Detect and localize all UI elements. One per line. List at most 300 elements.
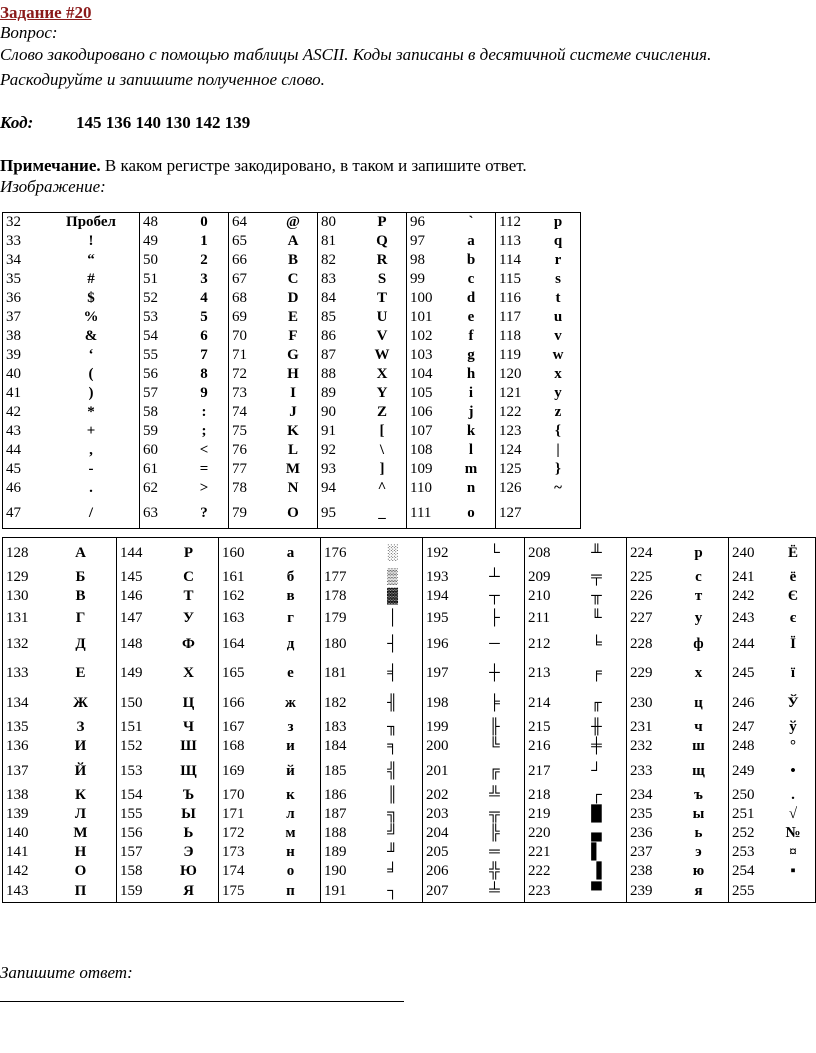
table-row <box>3 658 116 688</box>
char-cell: - <box>88 461 94 477</box>
char-cell: л <box>286 806 295 822</box>
table-row <box>525 805 626 824</box>
code-cell: 151 <box>120 719 143 735</box>
table-column <box>729 538 816 903</box>
table-row <box>117 587 218 606</box>
code-cell: 84 <box>321 290 336 306</box>
code-cell: 239 <box>630 883 653 899</box>
table-row <box>229 403 317 422</box>
code-cell: 85 <box>321 309 336 325</box>
table-row <box>140 289 228 308</box>
char-cell: Й <box>74 762 87 779</box>
code-cell: 247 <box>732 719 755 735</box>
ascii-table-lower <box>2 537 816 903</box>
table-row <box>3 630 116 658</box>
table-row <box>407 270 495 289</box>
code-cell: 61 <box>143 461 158 477</box>
code-cell: 115 <box>499 271 521 287</box>
char-cell: $ <box>87 290 95 306</box>
table-row <box>525 587 626 606</box>
char-cell: D <box>287 290 299 306</box>
table-row <box>525 881 626 902</box>
code-cell: 195 <box>426 609 449 626</box>
code-cell: 182 <box>324 694 347 711</box>
table-row <box>627 786 728 805</box>
table-row <box>407 289 495 308</box>
char-cell: ╙ <box>591 609 602 626</box>
table-row <box>407 327 495 346</box>
char-cell: ┘ <box>591 762 602 779</box>
char-cell: ▒ <box>387 569 398 585</box>
code-cell: 98 <box>410 252 425 268</box>
char-cell: Ц <box>182 694 195 711</box>
code-label: Код: <box>0 113 34 132</box>
table-row <box>140 251 228 270</box>
table-row <box>3 843 116 862</box>
code-cell: 47 <box>6 504 21 521</box>
char-cell: ! <box>88 233 94 249</box>
table-column <box>117 538 219 903</box>
code-cell: 154 <box>120 787 143 803</box>
code-cell: 118 <box>499 328 521 344</box>
char-cell: I <box>290 385 296 401</box>
table-row <box>321 862 422 881</box>
char-cell: F <box>288 328 298 344</box>
char-cell: А <box>75 544 86 561</box>
char-cell: { <box>555 423 561 439</box>
table-row <box>318 498 406 528</box>
table-row <box>321 881 422 902</box>
table-row <box>496 270 580 289</box>
table-row <box>321 718 422 737</box>
char-cell: u <box>553 309 563 325</box>
code-cell: 134 <box>6 694 29 711</box>
char-cell: B <box>287 252 298 268</box>
table-row <box>321 737 422 756</box>
table-row <box>229 498 317 528</box>
table-column <box>219 538 321 903</box>
code-cell: 64 <box>232 214 247 230</box>
code-cell: 219 <box>528 806 551 822</box>
table-row <box>423 587 524 606</box>
code-cell: 191 <box>324 883 347 899</box>
code-cell: 88 <box>321 366 336 382</box>
table-row <box>525 737 626 756</box>
table-row <box>117 786 218 805</box>
code-cell: 49 <box>143 233 158 249</box>
code-cell: 46 <box>6 480 21 496</box>
code-cell: 43 <box>6 423 21 439</box>
code-cell: 73 <box>232 385 247 401</box>
char-cell: / <box>88 504 94 521</box>
code-cell: 199 <box>426 719 449 735</box>
char-cell: ( <box>88 366 94 382</box>
table-row <box>627 881 728 902</box>
code-cell: 99 <box>410 271 425 287</box>
table-row <box>3 688 116 718</box>
table-row <box>3 232 139 251</box>
code-cell: 210 <box>528 588 551 604</box>
code-cell: 123 <box>499 423 522 439</box>
code-cell: 176 <box>324 544 347 561</box>
table-row <box>219 843 320 862</box>
code-cell: 66 <box>232 252 247 268</box>
code-cell: 77 <box>232 461 247 477</box>
code-cell: 120 <box>499 366 522 382</box>
table-row <box>3 422 139 441</box>
char-cell: # <box>87 271 95 287</box>
char-cell: а <box>286 544 295 561</box>
table-row <box>627 718 728 737</box>
code-cell: 119 <box>499 347 521 363</box>
table-row <box>117 756 218 786</box>
code-cell: 44 <box>6 442 21 458</box>
table-row <box>321 606 422 630</box>
question-line-1: Слово закодировано с помощью таблицы ASCII. Коды записаны в десятичной системе счисления. <box>0 45 712 64</box>
char-cell: L <box>287 442 298 458</box>
char-cell: ╢ <box>387 694 398 711</box>
char-cell: ~ <box>554 480 562 496</box>
char-cell: 7 <box>200 347 208 363</box>
table-row <box>318 270 406 289</box>
table-row <box>229 441 317 460</box>
table-row <box>407 403 495 422</box>
char-cell: м <box>285 825 296 841</box>
char-cell: р <box>694 544 703 561</box>
table-row <box>3 538 116 568</box>
code-cell: 86 <box>321 328 336 344</box>
code-cell: 236 <box>630 825 653 841</box>
table-row <box>318 327 406 346</box>
char-cell: Л <box>74 806 87 822</box>
table-row <box>407 422 495 441</box>
table-row <box>140 232 228 251</box>
code-cell: 200 <box>426 738 449 754</box>
char-cell: ╕ <box>387 738 398 754</box>
code-cell: 197 <box>426 664 449 681</box>
char-cell: П <box>74 883 87 899</box>
code-cell: 34 <box>6 252 21 268</box>
table-row <box>496 232 580 251</box>
table-row <box>117 658 218 688</box>
code-cell: 198 <box>426 694 449 711</box>
table-row <box>729 718 815 737</box>
char-cell: H <box>287 366 299 382</box>
char-cell: , <box>89 442 93 458</box>
code-cell: 133 <box>6 664 29 681</box>
table-row <box>3 308 139 327</box>
char-cell: % <box>83 309 99 325</box>
table-row <box>3 403 139 422</box>
char-cell: Ь <box>183 825 194 841</box>
char-cell: ▪ <box>790 863 796 879</box>
char-cell: є <box>789 609 797 626</box>
code-cell: 79 <box>232 504 247 521</box>
table-row <box>3 881 116 902</box>
table-row <box>229 479 317 498</box>
code-cell: 164 <box>222 635 245 652</box>
table-row <box>229 308 317 327</box>
table-row <box>3 786 116 805</box>
char-cell: Ы <box>181 806 196 822</box>
char-cell: Ж <box>73 694 88 711</box>
code-cell: 52 <box>143 290 158 306</box>
code-cell: 94 <box>321 480 336 496</box>
code-cell: 242 <box>732 588 755 604</box>
table-row <box>496 479 580 498</box>
char-cell: ў <box>789 719 797 735</box>
char-cell: n <box>466 480 476 496</box>
char-cell: ` <box>468 214 474 230</box>
table-row <box>3 479 139 498</box>
char-cell: E <box>287 309 298 325</box>
code-cell: 189 <box>324 844 347 860</box>
char-cell: M <box>285 461 301 477</box>
code-cell: 56 <box>143 366 158 382</box>
char-cell: 8 <box>200 366 208 382</box>
char-cell: э <box>695 844 702 860</box>
table-row <box>496 365 580 384</box>
table-row <box>219 756 320 786</box>
char-cell: ° <box>790 738 796 754</box>
char-cell: Пробел <box>66 214 116 230</box>
char-cell: Щ <box>180 762 197 779</box>
code-cell: 135 <box>6 719 29 735</box>
table-row <box>229 384 317 403</box>
ascii-table-upper <box>2 212 581 529</box>
table-column <box>627 538 729 903</box>
code-cell: 109 <box>410 461 433 477</box>
char-cell: ї <box>790 664 796 681</box>
char-cell: ┴ <box>489 569 500 585</box>
code-cell: 129 <box>6 569 29 585</box>
char-cell: И <box>74 738 87 754</box>
table-row <box>423 718 524 737</box>
table-row <box>219 606 320 630</box>
code-cell: 148 <box>120 635 143 652</box>
char-cell: | <box>556 442 560 458</box>
code-cell: 162 <box>222 588 245 604</box>
table-row <box>117 538 218 568</box>
char-cell: 1 <box>200 233 208 249</box>
char-cell: N <box>287 480 299 496</box>
table-row <box>423 568 524 587</box>
char-cell: e <box>467 309 475 325</box>
table-row <box>627 688 728 718</box>
question-label: Вопрос: <box>0 23 58 42</box>
code-cell: 238 <box>630 863 653 879</box>
char-cell: S <box>377 271 387 287</box>
char-cell: ╖ <box>387 719 398 735</box>
char-cell: ы <box>692 806 705 822</box>
table-row <box>423 737 524 756</box>
table-row <box>321 786 422 805</box>
char-cell: • <box>790 762 796 779</box>
char-cell: й <box>286 762 295 779</box>
char-cell: ¤ <box>789 844 797 860</box>
char-cell: U <box>376 309 388 325</box>
char-cell: a <box>467 233 475 249</box>
char-cell: ╡ <box>387 664 398 681</box>
char-cell: С <box>183 569 194 585</box>
code-cell: 69 <box>232 309 247 325</box>
char-cell: ┼ <box>489 664 500 681</box>
table-row <box>140 365 228 384</box>
char-cell: ю <box>692 863 705 879</box>
table-row <box>318 422 406 441</box>
char-cell: ; <box>201 423 207 439</box>
table-row <box>318 346 406 365</box>
char-cell: y <box>554 385 562 401</box>
char-cell: f <box>468 328 474 344</box>
char-cell: m <box>464 461 478 477</box>
code-cell: 106 <box>410 404 433 420</box>
code-cell: 97 <box>410 233 425 249</box>
char-cell: T <box>376 290 387 306</box>
char-cell: * <box>87 404 95 420</box>
char-cell: = <box>199 461 209 477</box>
table-row <box>496 460 580 479</box>
char-cell: Т <box>183 588 194 604</box>
code-cell: 194 <box>426 588 449 604</box>
table-row <box>729 606 815 630</box>
code-cell: 32 <box>6 214 21 230</box>
code-cell: 131 <box>6 609 29 626</box>
code-cell: 145 <box>120 569 143 585</box>
char-cell: x <box>554 366 562 382</box>
code-cell: 150 <box>120 694 143 711</box>
code-cell: 51 <box>143 271 158 287</box>
code-cell: 253 <box>732 844 755 860</box>
code-cell: 83 <box>321 271 336 287</box>
table-row <box>496 213 580 232</box>
table-column <box>3 538 117 903</box>
code-cell: 45 <box>6 461 21 477</box>
code-cell: 255 <box>732 883 755 899</box>
code-cell: 163 <box>222 609 245 626</box>
code-cell: 207 <box>426 883 449 899</box>
code-cell: 60 <box>143 442 158 458</box>
code-cell: 140 <box>6 825 29 841</box>
table-row <box>219 824 320 843</box>
char-cell: [ <box>379 423 385 439</box>
char-cell: @ <box>286 214 300 230</box>
code-cell: 232 <box>630 738 653 754</box>
table-row <box>229 460 317 479</box>
char-cell: е <box>287 664 294 681</box>
code-cell: 220 <box>528 825 551 841</box>
char-cell: ╤ <box>591 569 602 585</box>
code-cell: 105 <box>410 385 433 401</box>
code-cell: 168 <box>222 738 245 754</box>
table-row <box>140 460 228 479</box>
code-cell: 139 <box>6 806 29 822</box>
code-cell: 186 <box>324 787 347 803</box>
table-row <box>627 658 728 688</box>
code-cell: 251 <box>732 806 755 822</box>
code-cell: 230 <box>630 694 653 711</box>
char-cell: Q <box>376 233 388 249</box>
task-title: Задание #20 <box>0 3 92 22</box>
code-cell: 224 <box>630 544 653 561</box>
table-row <box>3 568 116 587</box>
char-cell: i <box>468 385 474 401</box>
answer-line[interactable] <box>0 1001 404 1002</box>
code-cell: 183 <box>324 719 347 735</box>
table-row <box>496 422 580 441</box>
char-cell: ╞ <box>489 694 500 711</box>
char-cell: + <box>86 423 96 439</box>
code-cell: 101 <box>410 309 433 325</box>
code-cell: 39 <box>6 347 21 363</box>
code-cell: 74 <box>232 404 247 420</box>
code-cell: 91 <box>321 423 336 439</box>
table-row <box>525 568 626 587</box>
table-row <box>627 538 728 568</box>
code-cell: 80 <box>321 214 336 230</box>
char-cell: я <box>694 883 703 899</box>
char-cell: ё <box>789 569 797 585</box>
table-column <box>407 213 496 529</box>
char-cell: х <box>694 664 703 681</box>
char-cell: o <box>467 504 475 521</box>
char-cell: ? <box>200 504 208 521</box>
code-cell: 170 <box>222 787 245 803</box>
char-cell: М <box>73 825 88 841</box>
char-cell: 9 <box>200 385 208 401</box>
table-row <box>3 346 139 365</box>
code-cell: 235 <box>630 806 653 822</box>
table-row <box>525 688 626 718</box>
code-cell: 174 <box>222 863 245 879</box>
code-cell: 130 <box>6 588 29 604</box>
code-cell: 201 <box>426 762 449 779</box>
table-row <box>117 568 218 587</box>
table-row <box>229 327 317 346</box>
char-cell: п <box>286 883 295 899</box>
table-row <box>219 718 320 737</box>
char-cell: : <box>201 404 207 420</box>
char-cell: ╝ <box>387 825 398 841</box>
char-cell: ъ <box>694 787 703 803</box>
code-cell: 160 <box>222 544 245 561</box>
char-cell: н <box>286 844 295 860</box>
char-cell: g <box>467 347 475 363</box>
char-cell: ▐ <box>591 863 602 879</box>
code-cell: 53 <box>143 309 158 325</box>
code-cell: 206 <box>426 863 449 879</box>
code-cell: 50 <box>143 252 158 268</box>
table-row <box>423 756 524 786</box>
code-cell: 113 <box>499 233 521 249</box>
char-cell: r <box>554 252 562 268</box>
char-cell: щ <box>692 762 705 779</box>
code-cell: 244 <box>732 635 755 652</box>
code-cell: 78 <box>232 480 247 496</box>
code-cell: 82 <box>321 252 336 268</box>
char-cell: у <box>694 609 703 626</box>
code-cell: 209 <box>528 569 551 585</box>
table-row <box>140 213 228 232</box>
code-cell: 215 <box>528 719 551 735</box>
code-cell: 142 <box>6 863 29 879</box>
note <box>0 156 527 176</box>
table-row <box>140 270 228 289</box>
table-row <box>117 862 218 881</box>
table-row <box>117 606 218 630</box>
table-row <box>321 688 422 718</box>
char-cell: G <box>287 347 299 363</box>
